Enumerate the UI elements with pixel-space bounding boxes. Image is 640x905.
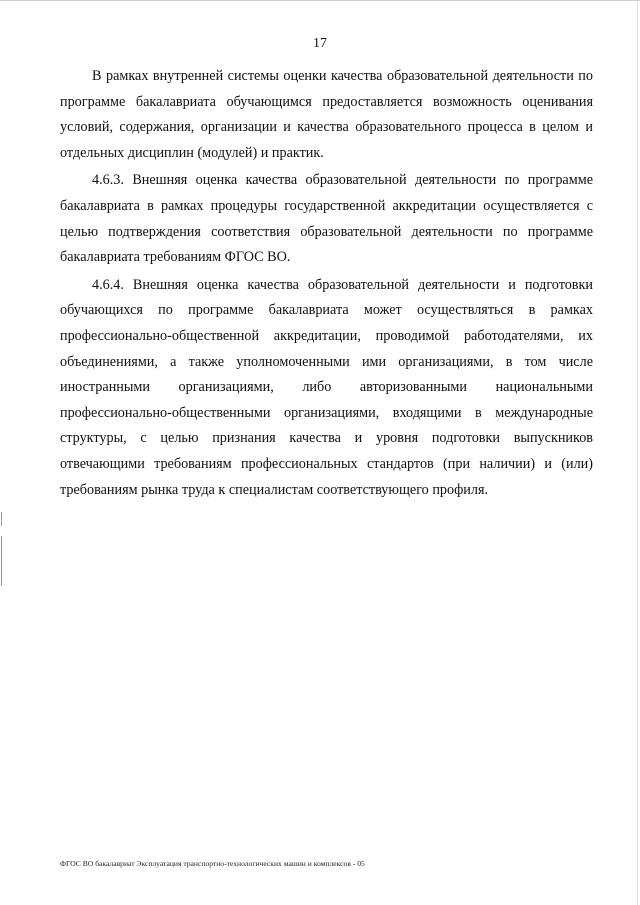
paragraph-internal-assessment: В рамках внутренней системы оценки качества образовательной деятельности по программе бакалавриата обучающимся предоставляется возможность оценивания условий, содержания, организации и качества образовательного процесса в целом и отдельных дисциплин (модулей) и практик. (60, 68, 593, 161)
page-footer: ФГОС ВО бакалавриат Эксплуатация транспортно-технологических машин и комплексов - 05 (60, 859, 365, 868)
scan-edge-top (0, 0, 640, 1)
paragraph-4-6-4: 4.6.4. Внешняя оценка качества образовательной деятельности и подготовки обучающихся по программе бакалавриата может осуществляться в рамках профессионально-общественной аккредитации, проводимой работодателями, их объединениями, а также уполномоченными ими организациями, в том числе иностранными организациями, либо авторизованными национальными профессионально-общественными организациями, входящими в международные структуры, с целью признания качества и уровня подготовки выпускников отвечающими требованиям профессиональных стандартов (при наличии) и (или) требованиям рынка труда к специалистам соответствующего профиля. (60, 276, 593, 498)
scan-edge-right (637, 0, 638, 905)
scan-mark-left (1, 536, 2, 586)
scan-mark-left (1, 512, 2, 526)
page-number: 17 (313, 36, 327, 51)
paragraph-4-6-3: 4.6.3. Внешняя оценка качества образовательной деятельности по программе бакалавриата в рамках процедуры государственной аккредитации осуществляется с целью подтверждения соответствия образовательной деятельности по программе бакалавриата требованиям ФГОС ВО. (60, 172, 593, 266)
body-text (60, 64, 593, 505)
